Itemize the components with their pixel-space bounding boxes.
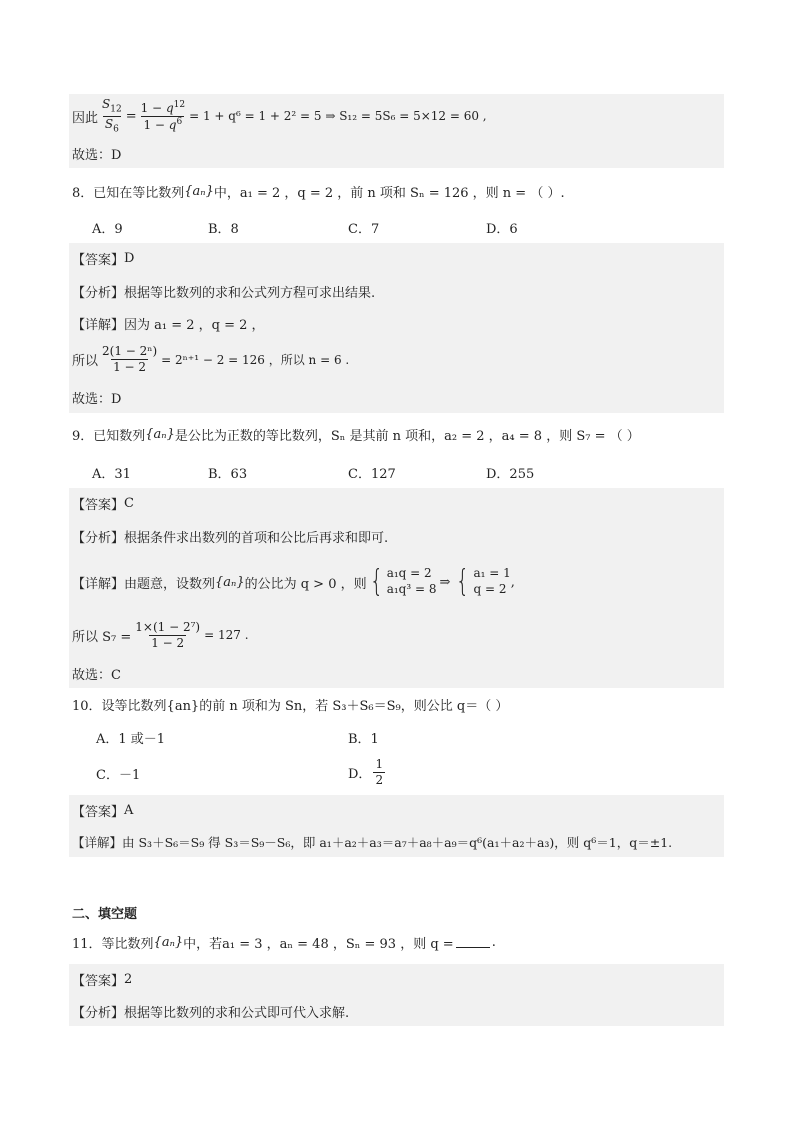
q10-detail: 【详解】 由 S₃＋S₆＝S₉ 得 S₃＝S₉－S₆，即 a₁＋a₂＋a₃＝a₇＋a₈＋a₉＝q⁶(a₁＋a₂＋a₃)，则 q⁶＝1，q＝±1. — [72, 835, 673, 850]
q8-choice: 故选：D — [72, 391, 122, 407]
q-ratio-fraction: $\frac{1 - q^{12}}{1 - q^6}$ — [140, 99, 186, 132]
q8-detail-formula: 所以 $\frac{\text{2(1 − 2ⁿ)}}{1 - 2}$ = 2ⁿ⁺¹ − 2 = 126 ，所以 n = 6 . — [72, 343, 350, 374]
q8-analysis: 【分析】 根据等比数列的求和公式列方程可求出结果. — [72, 285, 376, 301]
sequence-symbol: {aₙ} — [215, 574, 245, 590]
q10-option-c: C．－1 — [96, 768, 141, 783]
q10-option-d: D． $\frac{1}{2}$ — [348, 757, 384, 787]
q9-option-a: A．31 — [92, 467, 131, 482]
q8-detail: 【详解】 因为 a₁ = 2 ，q = 2 ， — [72, 317, 265, 333]
q9-answer: 【答案】 C — [72, 495, 134, 513]
equation-system-1: { a₁q = 2 a₁q³ = 8 — [369, 564, 437, 599]
q9-stem: 9．已知数列 {aₙ} 是公比为正数的等比数列， Sₙ 是其前 n 项和，a₂ = 2 ，a₄ = 8 ，则 S₇ = （ ） — [72, 426, 640, 444]
q10-answer: 【答案】 A — [72, 802, 134, 820]
ratio-fraction: $\frac{S_{12}}{S_6}$ — [102, 96, 122, 134]
q8-option-d: D．6 — [486, 222, 518, 237]
q10-option-a: A．1 或－1 — [96, 732, 166, 747]
q9-option-d: D．255 — [486, 467, 535, 482]
equation-system-2: { a₁ = 1 q = 2 — [456, 564, 511, 599]
section-title: 二、填空题 — [72, 906, 138, 922]
q8-stem: 8．已知在等比数列 {aₙ} 中， a₁ = 2 ，q = 2 ，前 n 项和 Sₙ = 126 ，则 n = （ ）. — [72, 183, 565, 201]
sequence-symbol: {aₙ} — [145, 426, 175, 442]
q11-answer: 【答案】 2 — [72, 971, 133, 989]
q10-option-b: B．1 — [348, 732, 379, 747]
q9-analysis: 【分析】 根据条件求出数列的首项和公比后再求和即可. — [72, 530, 389, 546]
q9-detail-formula: 所以 S₇ = $\frac{\text{1×(1 − 2⁷)}}{1 - 2}$ = 127 . — [72, 619, 249, 650]
q9-detail: 【详解】 由题意，设数列 {aₙ} 的公比为 q > 0 ，则 { a₁q = 2 a₁q³ = 8 ⇒ { a₁ = 1 q = 2 , — [72, 564, 515, 599]
q9-option-b: B．63 — [208, 467, 248, 482]
answer-blank[interactable] — [456, 937, 490, 948]
prev-choice: 故选：D — [72, 147, 122, 163]
sequence-symbol: {aₙ} — [184, 183, 214, 199]
q8-answer: 【答案】 D — [72, 250, 135, 268]
q9-choice: 故选：C — [72, 667, 121, 683]
q11-stem: 11．等比数列 {aₙ} 中，若 a₁ = 3 ，aₙ = 48 ，Sₙ = 93 ，则 q = . — [72, 934, 496, 952]
q8-option-b: B．8 — [208, 222, 239, 237]
q9-option-c: C．127 — [348, 467, 396, 482]
sequence-symbol: {aₙ} — [153, 934, 184, 950]
q10-stem: 10．设等比数列{an}的前 n 项和为 Sn，若 S₃＋S₆＝S₉，则公比 q＝（ ） — [72, 698, 509, 714]
q8-option-c: C．7 — [348, 222, 380, 237]
q8-option-a: A．9 — [92, 222, 123, 237]
q11-analysis: 【分析】 根据等比数列的求和公式即可代入求解. — [72, 1005, 350, 1021]
prev-detail-line1: 因此 $\frac{S_{12}}{S_6}$ = $\frac{1 - q^{12}}{1 - q^6}$ = 1 + q⁶ = 1 + 2² = 5 ⇒ S₁₂ = 5S₆ = 5×12 = 60 , — [72, 96, 487, 134]
